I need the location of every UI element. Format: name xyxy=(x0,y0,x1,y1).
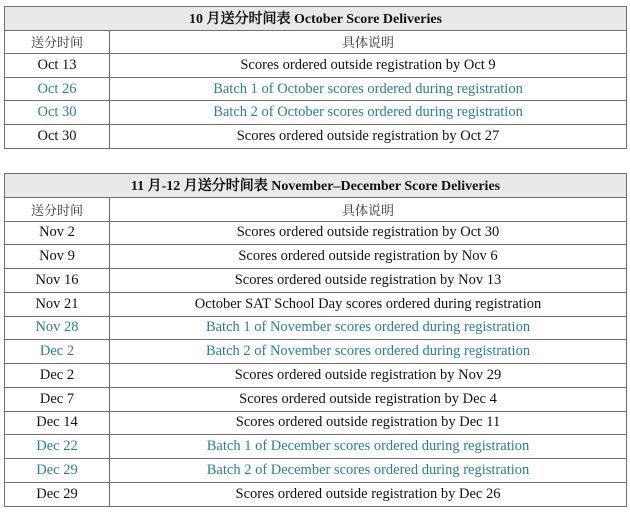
table-row xyxy=(5,245,627,269)
table-row xyxy=(5,124,627,148)
delivery-date: Oct 13 xyxy=(5,54,110,78)
delivery-date: Oct 30 xyxy=(5,101,110,125)
table-row xyxy=(5,364,627,388)
delivery-date: Dec 14 xyxy=(5,411,110,435)
delivery-description: Batch 2 of December scores ordered during registration xyxy=(110,459,627,483)
table-header-row xyxy=(5,197,627,221)
table-row xyxy=(5,387,627,411)
column-header-description: 具体说明 xyxy=(110,197,627,221)
table-title-row xyxy=(5,7,627,31)
delivery-date: Nov 16 xyxy=(5,269,110,293)
delivery-description: Scores ordered outside registration by Oct 30 xyxy=(110,221,627,245)
table-title: 10 月送分时间表 October Score Deliveries xyxy=(5,7,627,31)
table-row xyxy=(5,101,627,125)
table-row xyxy=(5,221,627,245)
delivery-date: Dec 29 xyxy=(5,459,110,483)
table-row xyxy=(5,269,627,293)
table-row xyxy=(5,459,627,483)
table-row xyxy=(5,54,627,78)
delivery-date: Dec 22 xyxy=(5,435,110,459)
delivery-date: Dec 2 xyxy=(5,340,110,364)
delivery-date: Oct 26 xyxy=(5,77,110,101)
delivery-description: Batch 1 of November scores ordered during registration xyxy=(110,316,627,340)
delivery-description: Scores ordered outside registration by Oct 27 xyxy=(110,124,627,148)
delivery-date: Nov 21 xyxy=(5,292,110,316)
delivery-date: Nov 9 xyxy=(5,245,110,269)
delivery-description: Scores ordered outside registration by Nov 29 xyxy=(110,364,627,388)
table-row xyxy=(5,340,627,364)
delivery-description: Batch 2 of October scores ordered during registration xyxy=(110,101,627,125)
delivery-description: Scores ordered outside registration by Dec 4 xyxy=(110,387,627,411)
column-header-description: 具体说明 xyxy=(110,30,627,54)
table-row xyxy=(5,292,627,316)
delivery-date: Dec 29 xyxy=(5,482,110,506)
delivery-date: Dec 7 xyxy=(5,387,110,411)
delivery-description: Scores ordered outside registration by Dec 26 xyxy=(110,482,627,506)
delivery-description: Batch 2 of November scores ordered during registration xyxy=(110,340,627,364)
table-row xyxy=(5,316,627,340)
delivery-date: Nov 2 xyxy=(5,221,110,245)
column-header-date: 送分时间 xyxy=(5,30,110,54)
table-row xyxy=(5,411,627,435)
delivery-date: Dec 2 xyxy=(5,364,110,388)
delivery-date: Oct 30 xyxy=(5,124,110,148)
november-december-schedule-table xyxy=(4,173,627,507)
table-title: 11 月-12 月送分时间表 November–December Score Deliveries xyxy=(5,174,627,198)
delivery-date: Nov 28 xyxy=(5,316,110,340)
delivery-description: October SAT School Day scores ordered during registration xyxy=(110,292,627,316)
delivery-description: Scores ordered outside registration by Oct 9 xyxy=(110,54,627,78)
october-schedule-table xyxy=(4,6,627,149)
delivery-description: Scores ordered outside registration by Dec 11 xyxy=(110,411,627,435)
delivery-description: Batch 1 of October scores ordered during registration xyxy=(110,77,627,101)
table-row xyxy=(5,435,627,459)
table-title-row xyxy=(5,174,627,198)
table-row xyxy=(5,77,627,101)
delivery-description: Scores ordered outside registration by Nov 13 xyxy=(110,269,627,293)
table-row xyxy=(5,482,627,506)
column-header-date: 送分时间 xyxy=(5,197,110,221)
delivery-description: Scores ordered outside registration by Nov 6 xyxy=(110,245,627,269)
table-header-row xyxy=(5,30,627,54)
delivery-description: Batch 1 of December scores ordered during registration xyxy=(110,435,627,459)
